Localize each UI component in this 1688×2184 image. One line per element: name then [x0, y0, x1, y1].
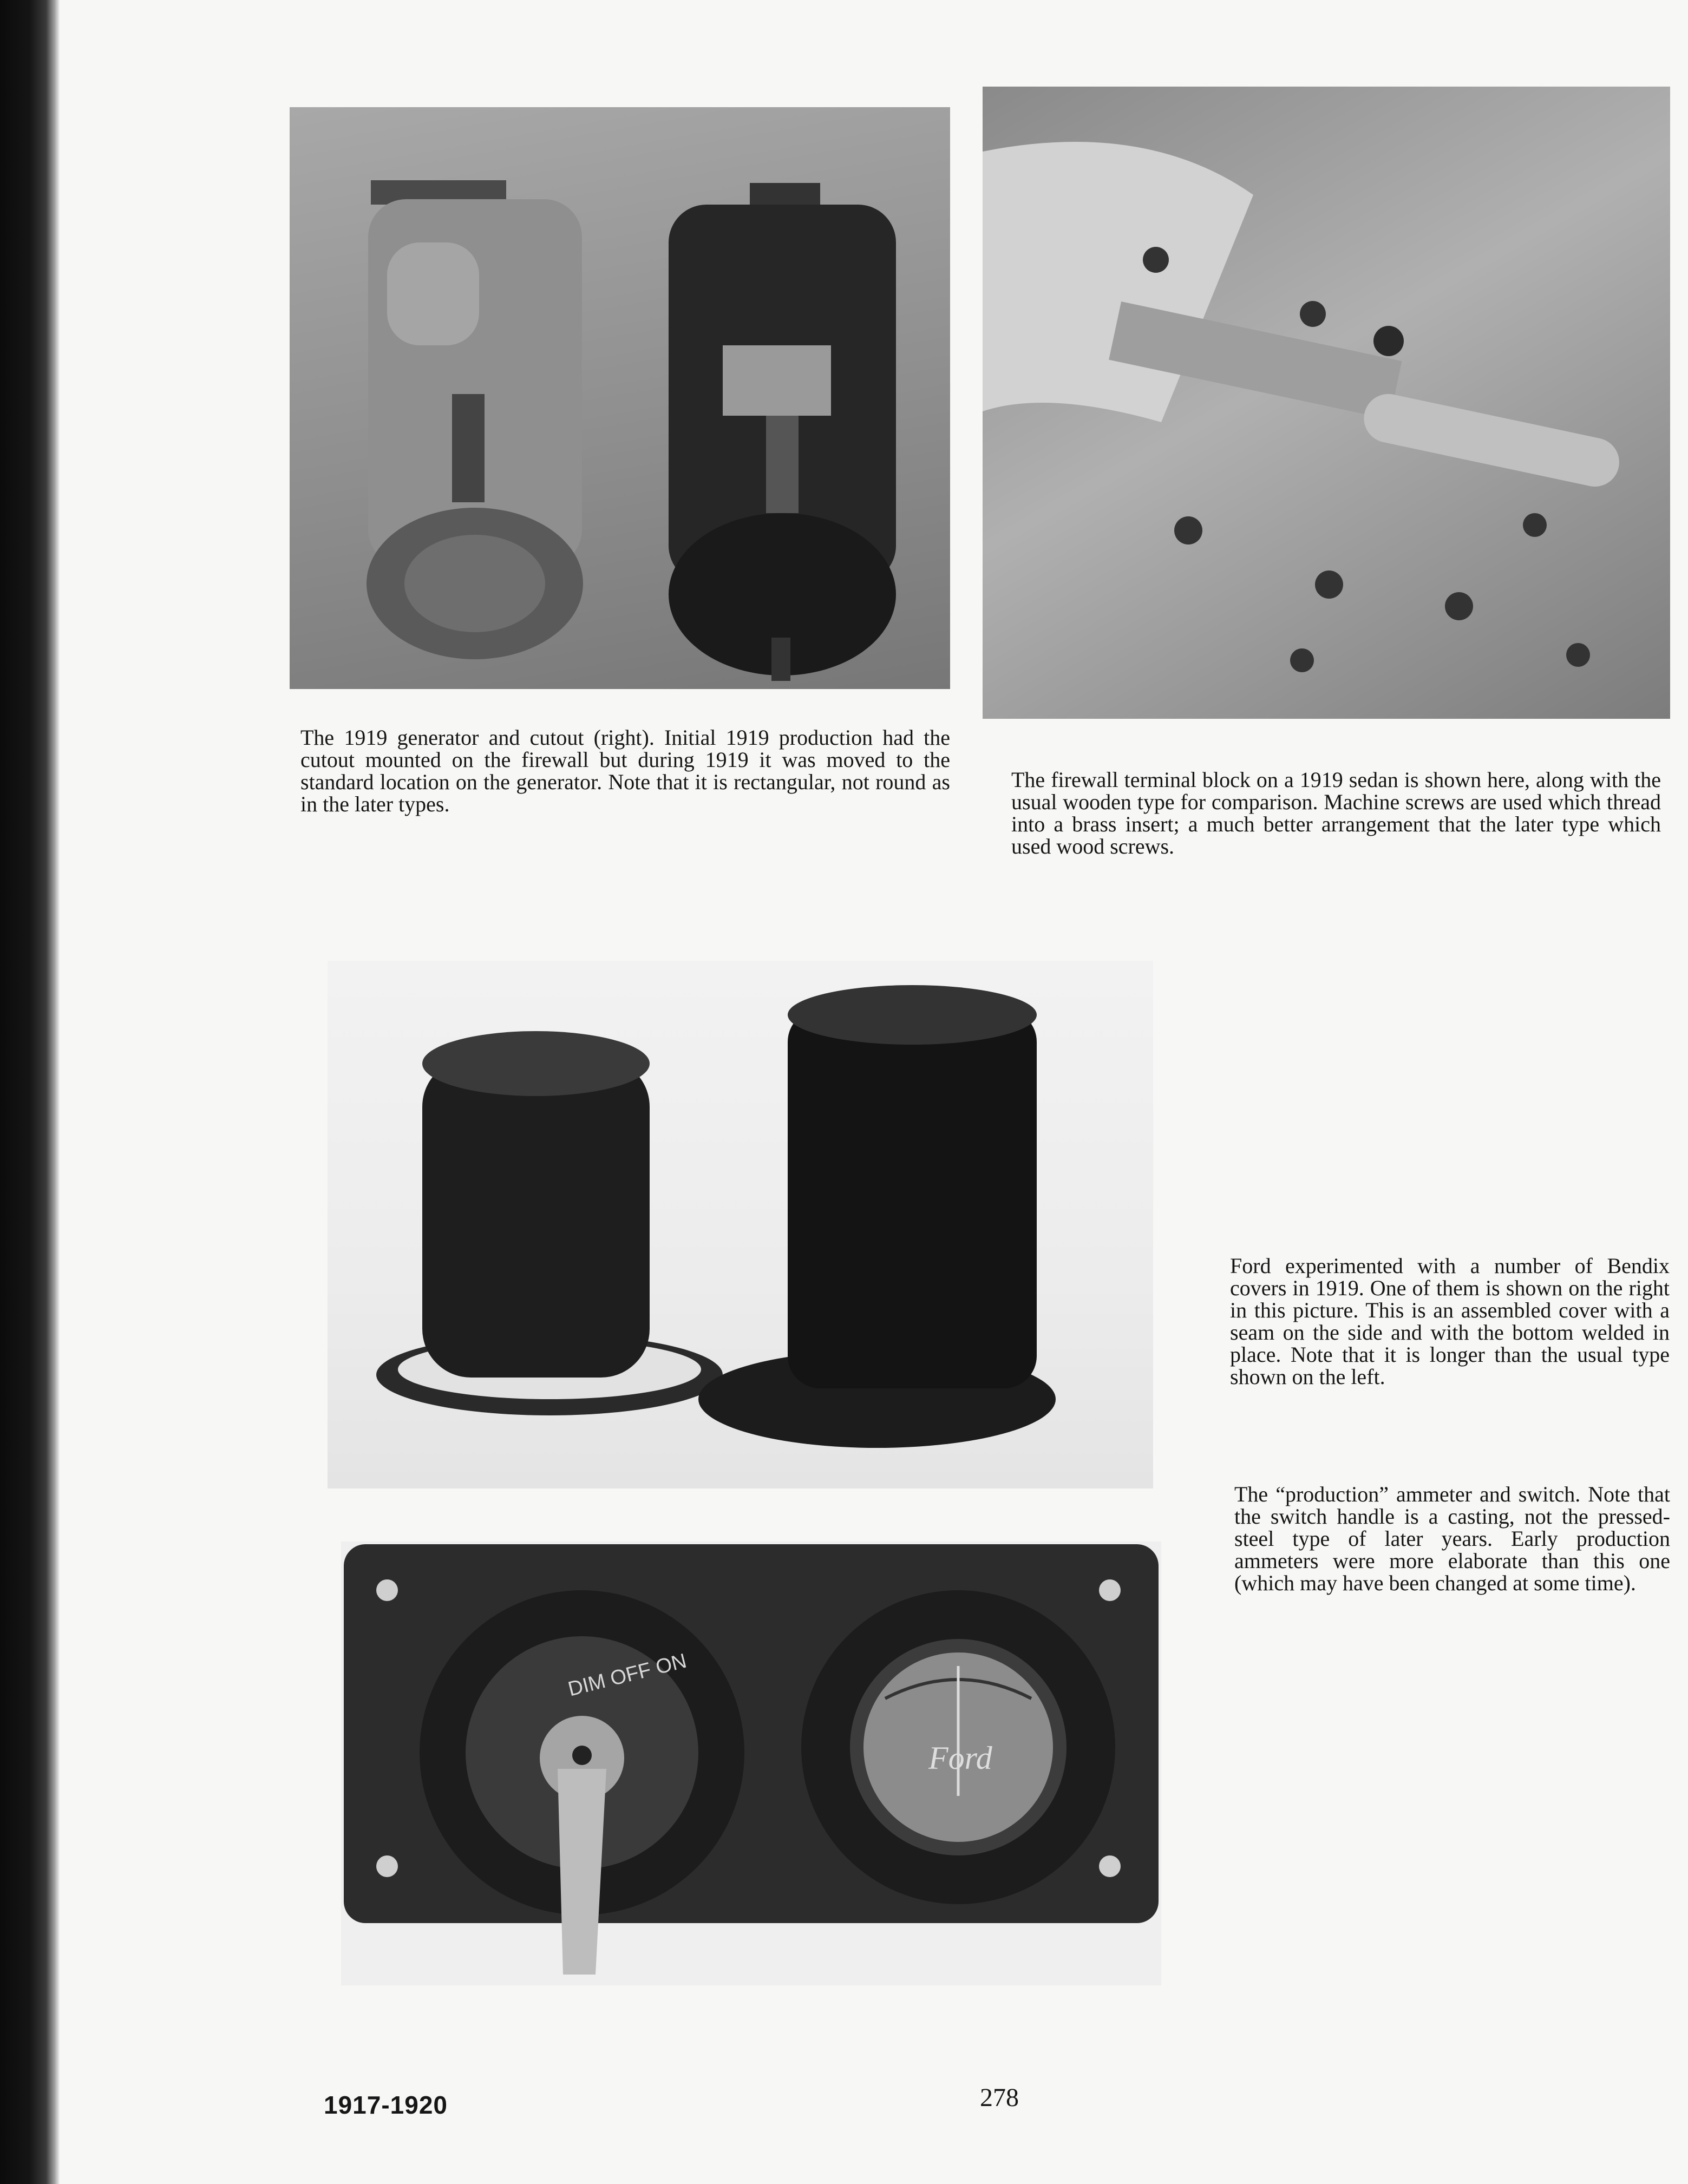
photo-firewall-terminal-block: [983, 87, 1670, 719]
photo-bendix-covers: [328, 961, 1153, 1488]
caption-bendix-covers: Ford experimented with a number of Bendix covers in 1919. One of them is shown on the right in this picture. This is an assembled cover with a seam on the side and with the bottom welded in place. Note that it is longer than the usual type shown on the left.: [1230, 1254, 1670, 1389]
ammeter-brand-label: Ford: [928, 1740, 992, 1776]
photo-ammeter-switch-panel: [341, 1542, 1161, 1985]
switch-positions-label: DIM OFF ON: [566, 1649, 689, 1701]
bendix-covers-illustration: [328, 961, 1153, 1488]
caption-ammeter-switch: The “production” ammeter and switch. Note that the switch handle is a casting, not the pressed-steel type of later years. Early production ammeters were more elaborate than this one (which may have been changed at some time).: [1234, 1482, 1670, 1595]
generator-illustration: [290, 107, 950, 689]
panel-illustration: [341, 1542, 1161, 1985]
book-binding-gutter: [0, 0, 60, 2184]
page-number: 278: [980, 2083, 1019, 2112]
caption-terminal-block: The firewall terminal block on a 1919 sedan is shown here, along with the usual wooden type for comparison. Machine screws are used which thread into a brass insert; a much better arrangement that the later type which used wood screws.: [1011, 768, 1661, 858]
photo-generator-cutout: [290, 107, 950, 689]
footer-section-years: 1917-1920: [324, 2091, 448, 2119]
terminal-block-illustration: [983, 87, 1670, 719]
caption-generator: The 1919 generator and cutout (right). Initial 1919 production had the cutout mounted on the firewall but during 1919 it was moved to the standard location on the generator. Note that it is rectangular, not round as in the later types.: [300, 725, 950, 816]
